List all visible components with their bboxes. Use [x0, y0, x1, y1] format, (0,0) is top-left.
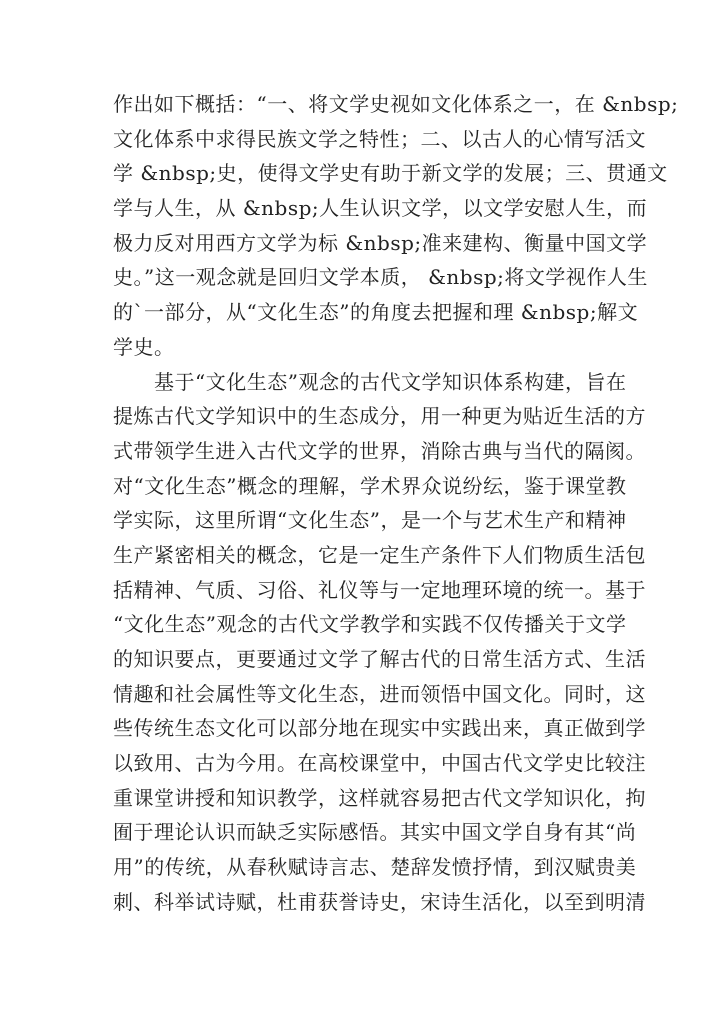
text-line: 生产紧密相关的概念，它是一定生产条件下人们物质生活包: [113, 542, 646, 567]
body-text: [113, 87, 679, 920]
text-line: 括精神、气质、习俗、礼仪等与一定地理环境的统一。基于: [113, 577, 646, 602]
text-line: 作出如下概括：“一、将文学史视如文化体系之一，在 &nbsp;: [113, 92, 679, 116]
text-line: 学 &nbsp;史，使得文学史有助于新文学的发展；三、贯通文: [113, 161, 668, 186]
text-line: 些传统生态文化可以部分地在现实中实践出来，真正做到学: [113, 716, 646, 741]
text-line: 的`一部分，从“文化生态”的角度去把握和理 &nbsp;解文: [113, 300, 639, 325]
text-line: 学史。: [113, 334, 175, 359]
text-line: 学与人生，从 &nbsp;人生认识文学，以文学安慰人生，而: [113, 196, 648, 221]
text-line: 以致用、古为今用。在高校课堂中，中国古代文学史比较注: [113, 751, 646, 776]
text-line: 对“文化生态”概念的理解，学术界众说纷纭，鉴于课堂教: [113, 473, 627, 498]
text-line: 基于“文化生态”观念的古代文学知识体系构建，旨在: [113, 369, 627, 394]
text-line: 的知识要点，更要通过文学了解古代的日常生活方式、生活: [113, 647, 646, 671]
text-line: 囿于理论认识而缺乏实际感悟。其实中国文学自身有其“尚: [113, 820, 637, 845]
text-line: 文化体系中求得民族文学之特性；二、以古人的心情写活文: [113, 126, 646, 151]
text-line: 用”的传统，从春秋赋诗言志、楚辞发愤抒情，到汉赋贵美: [113, 855, 637, 880]
text-line: 刺、科举试诗赋，杜甫获誉诗史，宋诗生活化，以至到明清: [113, 889, 646, 914]
text-line: “文化生态”观念的古代文学教学和实践不仅传播关于文学: [113, 612, 627, 637]
text-line: 史。”这一观念就是回归文学本质， &nbsp;将文学视作人生: [113, 265, 648, 290]
text-line: 学实际，这里所谓“文化生态”，是一个与艺术生产和精神: [113, 508, 627, 533]
text-line: 情趣和社会属性等文化生态，进而领悟中国文化。同时，这: [113, 681, 646, 706]
text-line: 重课堂讲授和知识教学，这样就容易把古代文学知识化，拘: [113, 785, 646, 810]
text-line: 提炼古代文学知识中的生态成分，用一种更为贴近生活的方: [113, 404, 646, 429]
text-line: 式带领学生进入古代文学的世界，消除古典与当代的隔阂。: [113, 438, 646, 463]
text-line: 极力反对用西方文学为标 &nbsp;准来建构、衡量中国文学: [113, 230, 648, 255]
